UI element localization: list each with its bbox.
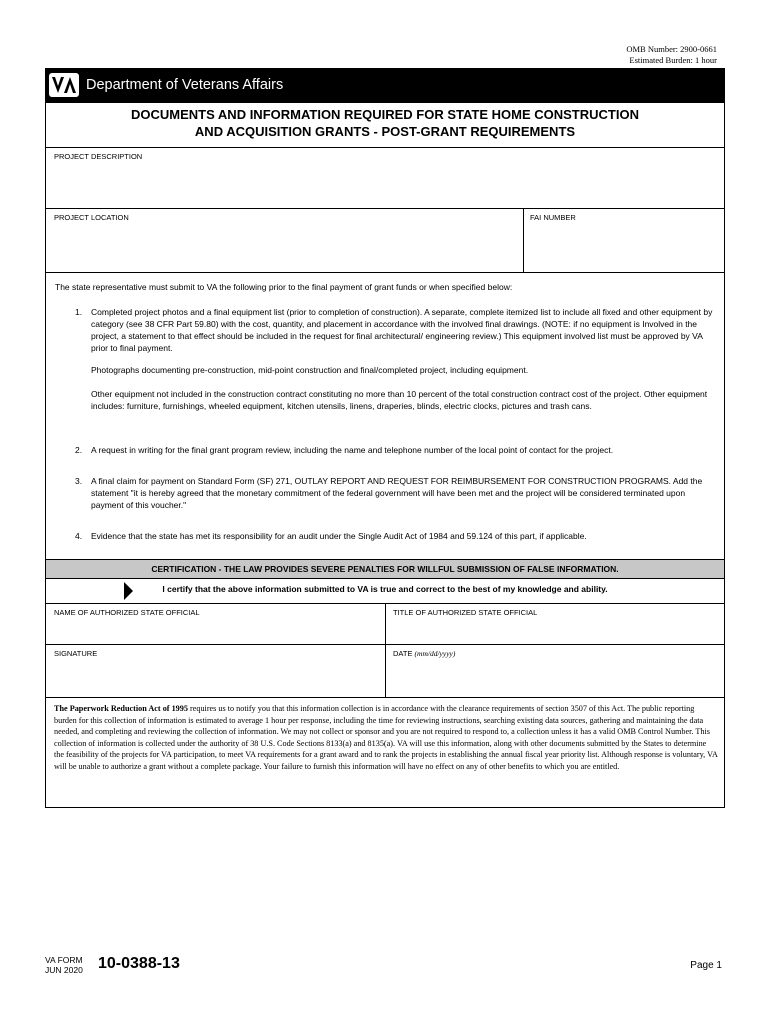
department-name: Department of Veterans Affairs xyxy=(86,77,284,93)
item-number: 3. xyxy=(75,476,83,486)
project-location-label: PROJECT LOCATION xyxy=(54,213,129,222)
item-text: A request in writing for the final grant program review, including the name and telephone number of the local point of contact for the project. xyxy=(91,445,614,455)
list-item xyxy=(75,444,717,456)
divider xyxy=(523,208,524,272)
title-line-2: AND ACQUISITION GRANTS - POST-GRANT REQUIREMENTS xyxy=(194,124,576,139)
form-footer xyxy=(45,955,83,975)
list-item xyxy=(75,306,713,354)
paperwork-notice xyxy=(54,703,718,773)
certification-statement: I certify that the above information submitted to VA is true and correct to the best of my knowledge and ability. xyxy=(162,584,608,594)
fai-number-label: FAI NUMBER xyxy=(530,213,576,222)
date-label xyxy=(393,649,455,658)
item-text: Completed project photos and a final equipment list (prior to completion of construction). A separate, complete itemized list to include all fixed and other equipment by category (see 38 CFR Part 59.80) with the cost, quantity, and placement in accordance with the involved final drawings. (NOTE: if no equipment is Involved in the project, a statement to that effect should be included in the request for final architectural/ engineering review.) This equipment involved list must be approved by VA prior to final payment. xyxy=(91,307,713,353)
divider xyxy=(46,578,724,579)
omb-info xyxy=(626,44,717,66)
title-line-1: DOCUMENTS AND INFORMATION REQUIRED FOR STATE HOME CONSTRUCTION xyxy=(131,107,639,122)
item-text: Evidence that the state has met its responsibility for an audit under the Single Audit Act of 1984 and 59.124 of this part, if applicable. xyxy=(91,531,587,541)
divider xyxy=(46,644,724,645)
divider xyxy=(46,697,724,698)
item-number: 4. xyxy=(75,531,83,541)
item-number: 2. xyxy=(75,445,83,455)
page-number: Page 1 xyxy=(690,960,722,971)
paperwork-body: requires us to notify you that this information collection is in accordance with the clearance requirements of section 3507 of this Act. The public reporting burden for this collection of information is estimated to average 1 hour per response, including the time for reviewing instructions, searching existing data sources, gathering and maintaining the data needed, and completing and reviewing the collection of information. We may not collect or sponsor and you are not required to respond to, a collection unless it has a valid OMB Control Number. This collection of information is collected under the authority of 38 U.S. Code Sections 8133(a) and 8135(a). VA will use this information, along with other documents submitted by the States to determine the feasibility of the projects for VA participation, to meet VA requirements for a grant award and to rank the projects in establishing the annual fiscal year priority list. Although response is voluntary, VA will be unable to authorize a grant without a complete package. Your failure to furnish this information will have no effect on any of other benefits to which you are entitled. xyxy=(54,704,718,771)
date-format: (mm/dd/yyyy) xyxy=(414,649,456,658)
list-item xyxy=(75,475,713,511)
signature-label: SIGNATURE xyxy=(54,649,98,658)
divider xyxy=(46,272,724,273)
divider xyxy=(46,208,724,209)
va-banner xyxy=(46,69,724,103)
item-text: Photographs documenting pre-construction, mid-point construction and final/completed project, including equipment. xyxy=(91,365,529,375)
divider xyxy=(385,603,386,697)
list-item xyxy=(91,364,713,376)
form-number: 10-0388-13 xyxy=(98,955,180,972)
paperwork-lead: The Paperwork Reduction Act of 1995 xyxy=(54,704,188,713)
form-title xyxy=(46,106,724,140)
item-text: A final claim for payment on Standard Form (SF) 271, OUTLAY REPORT AND REQUEST FOR REIMBURSEMENT FOR CONSTRUCTION PROGRAMS. Add the statement "it is hereby agreed that the monetary commitment of the federal government will have been met and the project will be considered terminated upon payment of this voucher." xyxy=(91,476,703,510)
item-number: 1. xyxy=(75,307,83,317)
project-description-label: PROJECT DESCRIPTION xyxy=(54,152,143,161)
va-form xyxy=(45,68,725,808)
date-label-text: DATE xyxy=(393,649,413,658)
divider xyxy=(46,147,724,148)
form-date: JUN 2020 xyxy=(45,965,83,975)
instructions-intro: The state representative must submit to VA the following prior to the final payment of grant funds or when specified below: xyxy=(55,282,513,292)
certification-bar: CERTIFICATION - THE LAW PROVIDES SEVERE PENALTIES FOR WILLFUL SUBMISSION OF FALSE INFORMATION. xyxy=(46,560,724,578)
official-name-label: NAME OF AUTHORIZED STATE OFFICIAL xyxy=(54,608,200,617)
item-text: Other equipment not included in the construction contract constituting no more than 10 percent of the total construction contract cost of the project. Other equipment includes: furniture, furnishings, wheeled equipment, kitchen utensils, linens, draperies, blinds, electric clocks, pictures and trash cans. xyxy=(91,389,708,411)
official-title-label: TITLE OF AUTHORIZED STATE OFFICIAL xyxy=(393,608,538,617)
omb-number: OMB Number: 2900-0661 xyxy=(626,44,717,54)
list-item xyxy=(91,388,713,412)
va-form-label: VA FORM xyxy=(45,955,83,965)
estimated-burden: Estimated Burden: 1 hour xyxy=(629,55,717,65)
va-seal-icon xyxy=(49,73,79,97)
list-item xyxy=(75,530,713,542)
